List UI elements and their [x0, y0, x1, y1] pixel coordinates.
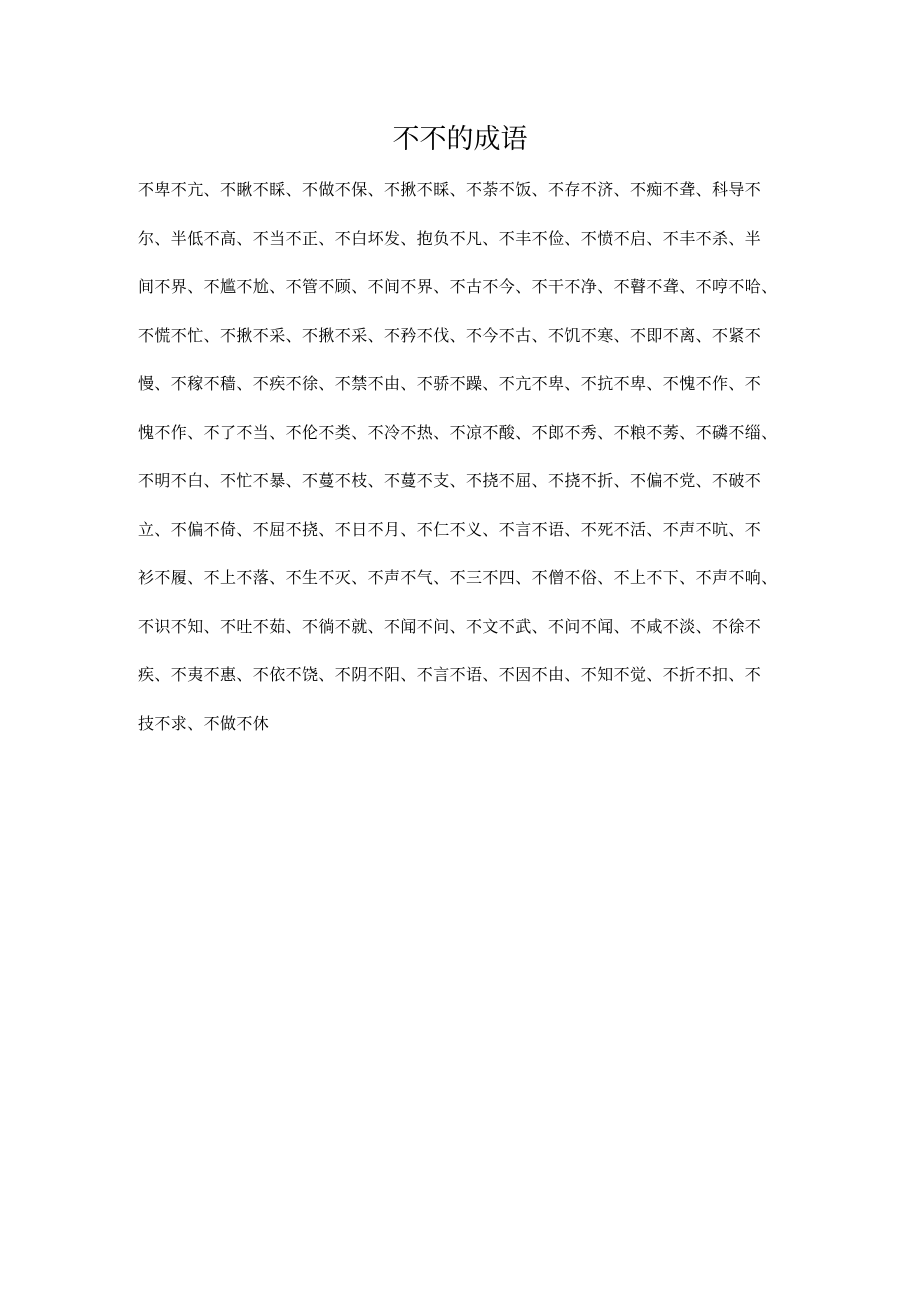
text-line: 不卑不亢、不瞅不睬、不做不保、不揪不睬、不荼不饭、不存不济、不痴不聋、科导不 — [138, 180, 762, 199]
text-line: 疾、不夷不惠、不依不饶、不阴不阳、不言不语、不因不由、不知不觉、不折不扣、不 — [138, 665, 762, 684]
text-line: 不识不知、不吐不茹、不徜不就、不闻不问、不文不武、不问不闻、不咸不淡、不徐不 — [138, 616, 762, 636]
text-line: 愧不作、不了不当、不伦不类、不冷不热、不凉不酸、不郎不秀、不粮不莠、不磷不缁、 — [138, 422, 778, 442]
text-line: 间不界、不尴不尬、不管不顾、不间不界、不古不今、不干不净、不瞽不聋、不哼不哈、 — [138, 277, 778, 296]
text-line: 衫不履、不上不落、不生不灭、不声不气、不三不四、不僧不俗、不上不下、不声不响、 — [138, 568, 778, 587]
text-line: 立、不偏不倚、不屈不挠、不日不月、不仁不义、不言不语、不死不活、不声不吭、不 — [138, 519, 762, 539]
page-title: 不不的成语 — [392, 124, 528, 155]
text-line: 慢、不稼不穑、不疾不徐、不禁不由、不骄不躁、不亢不卑、不抗不卑、不愧不作、不 — [138, 374, 762, 393]
text-line: 尔、半低不高、不当不正、不白坏发、抱负不凡、不丰不俭、不愤不启、不丰不杀、半 — [138, 228, 762, 248]
text-line: 不明不白、不忙不暴、不蔓不枝、不蔓不支、不挠不屈、不挠不折、不偏不党、不破不 — [138, 471, 762, 490]
text-line: 不慌不忙、不揪不采、不揪不采、不矜不伐、不今不古、不饥不寒、不即不离、不紧不 — [138, 325, 762, 345]
text-line: 技不求、不做不休 — [138, 713, 270, 733]
idiom-list — [138, 170, 782, 752]
